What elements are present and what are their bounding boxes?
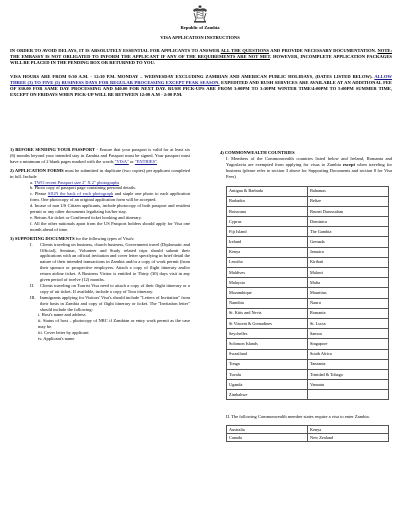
intro-paragraph-2: VISA HOURS ARE FROM 9:30 A.M. - 12:30 P.M. MONDAY – WEDNESDAY EXCLUDING ZAMBIAN AND AMERICAN PUBLIC HOLIDAYS, (DATES LISTED BELOW). ALLOW THREE (3) TO FIVE (5) BUSINESS DAYS FOR REGULAR PROCESSING EXCEPT PEAK SEASON. EXPEDITED AND RUSH SERVICES ARE AVAILABLE AT AN ADDITIONAL FEE OF $30.00 FOR SAME DAY PROCESSING AND $40.00 FOR NEXT DAY. RUSH PICK-UPS ARE FROM 3:00PM TO 3:30PM WINTER TIME/4:00PM TO 5:00PM SUMMER TIME, EXCEPT ON FRIDAYS WHEN PICK-UP WILL BE BETWEEN 12:00 A.M - 2:00 P.M. bbox=[10, 74, 393, 97]
table-row bbox=[227, 380, 389, 390]
table-cell: Swaziland bbox=[227, 349, 308, 359]
table-cell: Vanuatu bbox=[308, 380, 389, 390]
table-cell bbox=[308, 390, 389, 400]
left-column bbox=[10, 147, 190, 342]
table-row bbox=[227, 247, 389, 257]
table-row bbox=[227, 186, 389, 196]
intro-paragraph-1: IN ORDER TO AVOID DELAYS, IT IS ABSOLUTELY ESSENTIAL FOR APPLICANTS TO ANSWER ALL THE QUESTIONS AND PROVIDE NECESSARY DOCUMENTATION. NOTE: THE EMBASSY IS NOT OBLIGATED TO INFORM THE APPLICANT IF ANY OF THE REQUIREMENTS ARE NOT MET. HOWEVER, INCOMPLETE APPLICATION PACKAGES WILL BE PLACED IN THE PENDING BOX OR RETURNED TO YOU. bbox=[10, 48, 392, 65]
table-cell: St. Lucia bbox=[308, 318, 389, 328]
table-cell: Zimbabwe bbox=[227, 390, 308, 400]
table-cell: Australia bbox=[227, 426, 308, 434]
country-name: Republic of Zambia bbox=[180, 25, 220, 30]
table-cell: Namibia bbox=[227, 298, 308, 308]
table-cell: Barbados bbox=[227, 196, 308, 206]
table-row bbox=[227, 237, 389, 247]
table-cell: Brunei Darussalam bbox=[308, 206, 389, 216]
table-cell: Maldives bbox=[227, 268, 308, 278]
table-cell: Malawi bbox=[308, 268, 389, 278]
section-2: 2) APPLICATION FORMS must be submitted in duplicate (two copies) per applicant completed in full. Include bbox=[10, 167, 190, 179]
section-3-item-2: II. Clients traveling on Tourist Visa need to attach a copy of their flight itinerary or a copy of air ticket. If available, include a copy of Tour itinerary. bbox=[30, 282, 190, 294]
exempt-countries-table bbox=[226, 186, 389, 401]
table-row bbox=[227, 339, 389, 349]
table-row bbox=[227, 196, 389, 206]
table-row bbox=[227, 257, 389, 267]
table-cell: Tuvalu bbox=[227, 369, 308, 379]
section-2-item-d: d. Incase of non US Citizen applicants, include photocopy of both passport and resident permit or any other documents legalizing his/her stay. bbox=[30, 203, 190, 215]
table-row bbox=[227, 268, 389, 278]
table-cell: New Zealand bbox=[308, 434, 389, 442]
table-cell: Singapore bbox=[308, 339, 389, 349]
section-2-item-e: e. Return Air ticket or Confirmed ticket booking and itinerary. bbox=[30, 214, 142, 220]
table-row bbox=[227, 308, 389, 318]
section-3: 3) SUPPORTING DOCUMENTS for the following types of Visa's: bbox=[10, 235, 135, 241]
table-cell: Nauru bbox=[308, 298, 389, 308]
table-row bbox=[227, 217, 389, 227]
table-row bbox=[227, 426, 389, 434]
table-row bbox=[227, 288, 389, 298]
table-row bbox=[227, 434, 389, 442]
table-row bbox=[227, 349, 389, 359]
invitation-item-iii: iii. Cover letter by applicant bbox=[38, 330, 89, 336]
table-row bbox=[227, 206, 389, 216]
table-cell: Trinidad & Tobago bbox=[308, 369, 389, 379]
table-row bbox=[227, 359, 389, 369]
table-cell: Fiji Island bbox=[227, 227, 308, 237]
table-cell: Cyprus bbox=[227, 217, 308, 227]
section-2-item-f: f. All the other nationals apart from the US Passport holders should apply for Visa one month ahead of time. bbox=[30, 220, 190, 232]
table-cell: Ireland bbox=[227, 237, 308, 247]
table-cell: South Africa bbox=[308, 349, 389, 359]
table-cell: Mauritius bbox=[308, 288, 389, 298]
section-3-item-3: III. Immigrants applying for Visitors' Visa's should include "Letters of Invitation" from their hosts in Zambia and copy of flight itinerary or ticket. The "Invitation letter" should include the following: bbox=[30, 294, 190, 312]
section-2-item-a: a. TWO recent Passport size 2" X 2" photographs bbox=[30, 179, 120, 185]
coat-of-arms-icon bbox=[191, 4, 209, 24]
table-cell: Tonga bbox=[227, 359, 308, 369]
table-row bbox=[227, 227, 389, 237]
table-cell: Kenya bbox=[308, 426, 389, 434]
table-row bbox=[227, 329, 389, 339]
table-cell: Grenada bbox=[308, 237, 389, 247]
section-4-title: 4) COMMONWEALTH COUNTRIES bbox=[220, 150, 295, 155]
table-cell: Botswana bbox=[227, 206, 308, 216]
page-title: VISA APPLICATION INSTRUCTIONS bbox=[160, 35, 240, 40]
table-cell: Mozambique bbox=[227, 288, 308, 298]
table-row bbox=[227, 298, 389, 308]
table-cell: Solomon Islands bbox=[227, 339, 308, 349]
table-cell: Bahamas bbox=[308, 186, 389, 196]
section-3-item-1: I. Clients traveling on business, church business, Government travel (Diplomatic and Official), Seminar, Volunteer and Study related trips should submit their applications with an official invitation and cover letter specifying in brief detail the nature of their intended transactions in Zambia and/or a copy of work permit (from their sponsor or prospective employers. Attach a copy of flight itinerary and/or return airline ticket. A Business Visitor is entitled to Thirty (30) days visit in any given period of twelve (12) months. bbox=[30, 241, 190, 283]
table-row bbox=[227, 369, 389, 379]
invitation-item-ii: ii. Status of host – photocopy of NRC if Zambian or entry work permit as the case may be. bbox=[38, 318, 190, 330]
table-row bbox=[227, 390, 389, 400]
invitation-item-i: i. Host's name and address bbox=[38, 312, 86, 318]
section-4-item-1: I. Members of the Commonwealth countries listed below and Ireland, Romania and Yugoslavia are exempted from applying for visas to Zambia except when traveling for business (please refer to section 3 above for Supporting Documents and section 8 for Visa Fees) bbox=[226, 155, 392, 179]
table-cell: Lesotho bbox=[227, 257, 308, 267]
table-row bbox=[227, 318, 389, 328]
table-cell: Jamaica bbox=[308, 247, 389, 257]
table-cell: Uganda bbox=[227, 380, 308, 390]
table-cell: Romania bbox=[308, 308, 389, 318]
table-cell: Seychelles bbox=[227, 329, 308, 339]
section-2-item-b: b. Photo copy of passport page containing personal details. bbox=[30, 185, 136, 191]
table-cell: Tanzania bbox=[308, 359, 389, 369]
table-cell: St Vincent & Grenadines bbox=[227, 318, 308, 328]
table-cell: The Gambia bbox=[308, 227, 389, 237]
section-2-item-c: c. Please SIGN the back of each photograph and staple one photo to each application form. One photocopy of an original application form will be accepted. bbox=[30, 191, 191, 203]
table-cell: Kiribati bbox=[308, 257, 389, 267]
table-cell: Samoa bbox=[308, 329, 389, 339]
invitation-item-iv: iv. Applicant's name bbox=[38, 336, 75, 342]
table-cell: Dominica bbox=[308, 217, 389, 227]
table-cell: Kenya bbox=[227, 247, 308, 257]
table-cell: Antigua & Barbuda bbox=[227, 186, 308, 196]
table-cell: Canada bbox=[227, 434, 308, 442]
visa-required-countries-table bbox=[226, 425, 389, 442]
table-cell: Malta bbox=[308, 278, 389, 288]
section-1: 1) BEFORE SENDING YOUR PASSPORT - Ensure that your passport is valid for at least six (6) months beyond your intended stay in Zambia and Passport must be signed. Your passport must have a minimum of 2 blank pages marked with the words "VISA" or "ENTRIES". bbox=[10, 147, 190, 164]
table-cell: Malaysia bbox=[227, 278, 308, 288]
table-row bbox=[227, 278, 389, 288]
section-4-item-2: II. The following Commonwealth member states require a visa to enter Zambia. bbox=[226, 414, 370, 420]
right-column bbox=[220, 150, 392, 442]
table-cell: St. Kitts and Nevis bbox=[227, 308, 308, 318]
table-cell: Belize bbox=[308, 196, 389, 206]
